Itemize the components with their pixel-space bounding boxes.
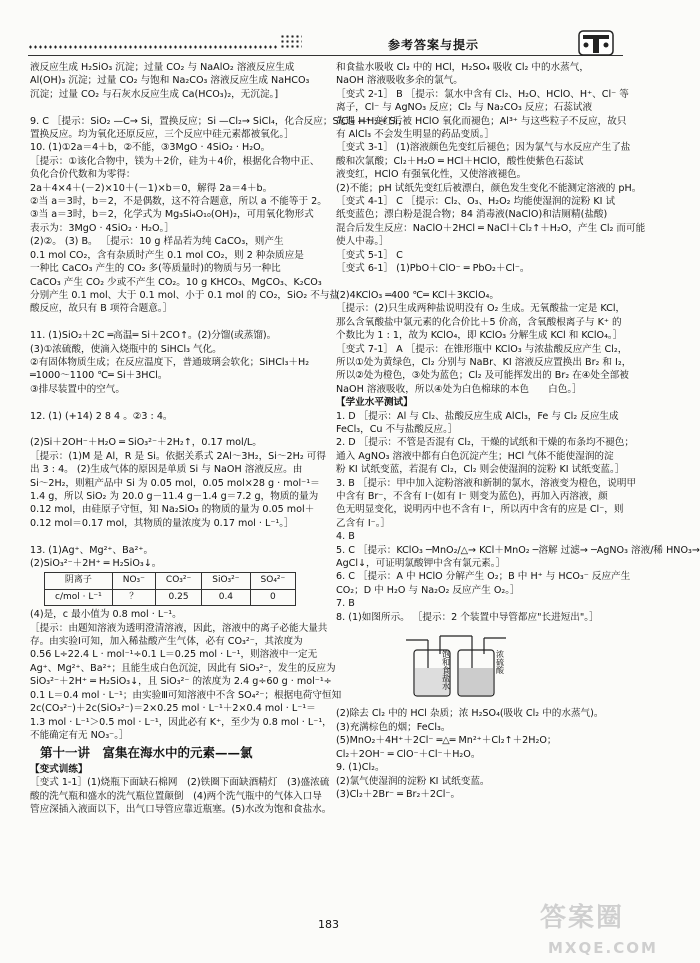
answer-line: 0.1 L＝0.4 mol · L⁻¹；由实验Ⅲ可知溶液中不含 SO₄²⁻；根据电荷守恒知	[30, 689, 342, 701]
answer-line: 混合后发生反应：NaClO＋2HCl ═ NaCl＋Cl₂↑＋H₂O，产生 Cl₂ 而可能	[336, 222, 646, 234]
answer-line: 9. C ［提示：SiO₂ —C→ Si，置换反应；Si —Cl₂→ SiCl₄，化合反应；SiCl₄ —H₂→ Si，	[30, 115, 408, 127]
answer-line: ［提示：①该化合物中，镁为＋2价，硅为＋4价，根据化合物中正、	[30, 155, 320, 167]
diagram-label-saturated-brine: 饱和食盐水	[441, 650, 451, 691]
answer-line: 酸反应，故只有 B 项符合题意。］	[30, 303, 173, 315]
answer-line: ［提示：(1)M 是 Al，R 是 Si。依据关系式 2Al～3H₂，Si～2H₂ 可得	[30, 450, 326, 462]
book-logo-icon	[578, 30, 614, 56]
answer-line: 1.3 mol · L⁻¹＞0.5 mol · L⁻¹，因此必有 K⁺，至少为 0.8 mol · L⁻¹，	[30, 716, 332, 728]
answer-line: 3. B ［提示：甲中加入淀粉溶液和新制的氯水，溶液变为橙色，说明甲	[336, 477, 637, 489]
answer-line: 出 3 : 4。 (2)生成气体的原因是单质 Si 与 NaOH 溶液反应。由	[30, 464, 303, 476]
table-header-cell: SO₄²⁻	[250, 573, 296, 589]
answer-line: 0.1 mol CO₂，含有杂质时产生 0.1 mol CO₂，则 2 种杂质应是	[30, 249, 304, 261]
answer-line: 2c(CO₃²⁻)＋2c(SiO₃²⁻)＝2×0.25 mol · L⁻¹＋2×0.4 mol · L⁻¹＝	[30, 703, 316, 715]
answer-line: ［变式 2-1］ B ［提示：氯水中含有 Cl₂、H₂O、HClO、H⁺、Cl⁻ 等	[336, 88, 629, 100]
table-header-row	[45, 573, 296, 589]
answer-line: CaCO₃ 产生 CO₂ 少或不产生 CO₂。10 g KHCO₃、MgCO₃、K₂CO₃	[30, 276, 322, 288]
answer-line	[30, 530, 322, 543]
answer-line: (2)SiO₃²⁻＋2H⁺ ═ H₂SiO₃↓。	[30, 558, 162, 570]
header-dot-ornament	[280, 34, 302, 50]
answer-line: ③当 a＝3时，b＝2，化学式为 Mg₃Si₄O₁₀(OH)₂，可用氧化物形式	[30, 209, 314, 221]
answer-line: 13. (1)Ag⁺、Mg²⁺、Ba²⁺。	[30, 544, 154, 556]
gas-washing-apparatus-diagram	[406, 628, 526, 700]
answer-line: (2)②。 (3) B。 ［提示：10 g 样品若为纯 CaCO₃，则产生	[30, 236, 284, 248]
answer-line: NaOH 溶液吸收多余的氯气。	[336, 75, 463, 87]
answer-line: (2)不能；pH 试纸先变红后被漂白，颜色发生变化不能测定溶液的 pH。	[336, 182, 642, 194]
answer-line: 液变红，HClO 有强氧化性，又使溶液褪色。	[336, 169, 527, 181]
answer-line: ［提示：(2)只生成两种盐说明没有 O₂ 生成。无氧酸盐一定是 KCl，	[336, 303, 626, 315]
answer-line: Ag⁺、Mg²⁺、Ba²⁺；且能生成白色沉淀，因此有 SiO₃²⁻，发生的反应为	[30, 662, 336, 674]
answer-line	[30, 101, 322, 114]
answer-line: 一种比 CaCO₃ 产生的 CO₂ 多(等质量时)的物质与另一种比	[30, 263, 281, 275]
answer-line: ［变式 5-1］ C	[336, 249, 403, 261]
answer-line: AgCl↓，可证明氯酸钾中含有氯元素。］	[336, 558, 506, 570]
answer-line: SiO₃²⁻＋2H⁺ ═ H₂SiO₃↓，且 SiO₃²⁻ 的浓度为 2.4 g÷60 g · mol⁻¹÷	[30, 676, 332, 688]
answer-line: ③排尽装置中的空气。	[30, 383, 125, 395]
answer-line: 不能确定有无 NO₃⁻。］	[30, 729, 129, 741]
answer-line: 存。由实验Ⅰ可知，加入稀盐酸产生气体，必有 CO₃²⁻，其浓度为	[30, 636, 303, 648]
page-number: 183	[318, 918, 339, 931]
answer-line	[30, 396, 322, 409]
table-cell: 0	[250, 589, 296, 605]
table-cell: c/mol · L⁻¹	[45, 589, 113, 605]
left-answers-2	[30, 608, 342, 742]
answer-line: ［变式 7-1］ A ［提示：在锥形瓶中 KClO₃ 与浓盐酸反应产生 Cl₂，	[336, 343, 628, 355]
right-answers-1	[336, 61, 700, 624]
answer-line: 沉淀；过量 CO₂ 与石灰水反应生成 Ca(HCO₃)₂，无沉淀。]	[30, 88, 279, 100]
answer-line: ［变式 4-1］ C ［提示：Cl₂、O₃、H₂O₂ 均能使湿润的淀粉 KI 试	[336, 196, 616, 208]
table-cell: ？	[112, 589, 155, 605]
answer-line: ［变式 1-1］(1)烧瓶下面缺石棉网 (2)铁圈下面缺酒精灯 (3)盛浓硫	[30, 777, 330, 789]
answer-line: 11. (1)SiO₂＋2C ═高温═ Si＋2CO↑。(2)分馏(或蒸馏)。	[30, 330, 277, 342]
answer-line: 酸和次氯酸；Cl₂＋H₂O ═ HCl＋HClO，酸性使紫色石蕊试	[336, 155, 584, 167]
answer-line: 10. (1)①2a＝4＋b，②不能，③3MgO · 4SiO₂ · H₂O。	[30, 142, 271, 154]
answer-line: 液反应生成 H₂SiO₃ 沉淀；过量 CO₂ 与 NaAlO₂ 溶液反应生成	[30, 62, 295, 73]
answer-line: 纸变蓝色；漂白粉是混合物；84 消毒液(NaClO)和洁厕精(盐酸)	[336, 209, 608, 221]
answer-line: 12. (1) (+14) 2 8 4 。②3 : 4。	[30, 410, 173, 422]
answer-line: 2a＋4×4＋(－2)×10＋(－1)×b＝0，解得 2a＝4＋b。	[30, 182, 273, 194]
answer-line: 通入 AgNO₃ 溶液中都有白色沉淀产生；HCl 气体不能使湿润的淀	[336, 450, 614, 462]
answer-line: (5)MnO₂＋4H⁺＋2Cl⁻ ═△═ Mn²⁺＋Cl₂↑＋2H₂O；	[336, 735, 557, 747]
answer-line: ②当 a＝3时，b＝2，不是偶数，这不符合题意，所以 a 不能等于 2。	[30, 196, 327, 208]
answer-line: NaOH 溶液吸收，所以④处为白色棉球的本色 白色。］	[336, 383, 582, 395]
answer-line: ［变式 3-1］ (1)溶液颜色先变红后褪色；因为氯气与水反应产生了盐	[336, 142, 631, 154]
answer-line: (3)Cl₂＋2Br⁻ ═ Br₂＋2Cl⁻。	[336, 788, 461, 800]
answer-line	[30, 423, 322, 436]
answer-line: (2)Si＋2OH⁻＋H₂O ═ SiO₃²⁻＋2H₂↑，0.17 mol/L。	[30, 437, 262, 449]
answer-line: ［变式 6-1］ (1)PbO＋ClO⁻ ═ PbO₂＋Cl⁻。	[336, 263, 530, 275]
table-cell: 0.25	[155, 589, 201, 605]
answer-line: ［提示：由题知溶液为透明澄清溶液，因此，溶液中的离子必能大量共	[30, 622, 328, 634]
answer-line: (4)是，c 最小值为 0.8 mol · L⁻¹。	[30, 609, 182, 621]
answer-line: (2)除去 Cl₂ 中的 HCl 杂质；浓 H₂SO₄(吸收 Cl₂ 中的水蒸气)。	[336, 708, 604, 720]
answer-line: 1.4 g，所以 SiO₂ 为 20.0 g－11.4 g－1.4 g＝7.2 g，物质的量为	[30, 491, 319, 502]
right-column	[336, 61, 700, 801]
answer-line: ═1000～1100 ℃═ Si＋3HCl。	[30, 370, 168, 382]
lecture-heading: 第十一讲 富集在海水中的元素——氯	[40, 745, 253, 761]
answer-line: 4. B	[336, 531, 355, 543]
answer-line: 和食盐水吸收 Cl₂ 中的 HCl，H₂SO₄ 吸收 Cl₂ 中的水蒸气，	[336, 62, 589, 73]
answer-line: 中含有 Br⁻，不含有 I⁻(如有 I⁻ 则变为蓝色)，再加入丙溶液，颜	[336, 491, 608, 502]
table-header-cell: CO₃²⁻	[155, 573, 201, 589]
variant-training-label: 【变式训练】	[30, 763, 88, 775]
answer-line: 粉 KI 试纸变蓝，若混有 Cl₂，Cl₂ 则会使湿润的淀粉 KI 试纸变蓝。］	[336, 464, 625, 476]
table-row	[45, 589, 296, 605]
answer-line: 7. B	[336, 598, 355, 610]
answer-line: 8. (1)如图所示。 ［提示：2 个装置中导管都应"长进短出"。］	[336, 611, 599, 623]
answer-line: FeCl₃，Cu 不与盐酸反应。］	[336, 423, 458, 435]
answer-line: 置换反应。均为氧化还原反应，三个反应中硅元素都被氧化。］	[30, 129, 294, 141]
right-answers-2	[336, 707, 636, 801]
answer-line: 有 AlCl₃ 不会发生明显的药品变质。］	[336, 129, 495, 141]
answer-line: 0.12 mol＝0.17 mol，其物质的量浓度为 0.17 mol · L⁻¹。］	[30, 517, 294, 529]
answer-line: (3)充满棕色的烟；FeCl₃。	[336, 721, 451, 733]
page-header-title: 参考答案与提示	[388, 38, 480, 52]
answer-line: 表示为：3MgO · 4SiO₂ · H₂O。］	[30, 222, 174, 234]
answer-line: 管应深插入液面以下，出气口导管应靠近瓶塞。(5)水改为饱和食盐水。	[30, 803, 332, 815]
answer-line: Si～2H₂，则粗产品中 Si 为 0.05 mol，0.05 mol×28 g · mol⁻¹＝	[30, 477, 320, 489]
ion-concentration-table	[44, 572, 296, 606]
answer-line: 所以②处为橙色，③处为蓝色；Cl₂ 及可能挥发出的 Br₂ 在④处全部被	[336, 370, 629, 382]
table-header-cell: SiO₃²⁻	[202, 573, 250, 589]
answer-line	[30, 316, 322, 329]
header-rule	[28, 55, 623, 56]
answer-line: Cl₂＋2OH⁻ ═ ClO⁻＋Cl⁻＋H₂O。	[336, 748, 481, 760]
answer-line: 那么含氧酸盐中氯元素的化合价比＋5 价高，含氧酸根离子与 K⁺ 的	[336, 316, 622, 328]
answer-line: Al(OH)₃ 沉淀；过量 CO₂ 与饱和 Na₂CO₃ 溶液反应生成 NaHCO₃	[30, 75, 310, 87]
answer-line: (3)①浓硫酸，使滴入烧瓶中的 SiHCl₃ 气化。	[30, 343, 222, 355]
watermark-url: MXQE.COM	[548, 939, 658, 957]
answer-line: 离子，Cl⁻ 与 AgNO₃ 反应；Cl₂ 与 Na₂CO₃ 反应；石蕊试液	[336, 102, 593, 114]
header-dot-rule	[28, 44, 278, 50]
answer-line: 所以①处为黄绿色，Cl₂ 分别与 NaBr、KI 溶液反应置换出 Br₂ 和 I₂，	[336, 356, 632, 368]
answer-line: 先遇 H⁺ 变红后被 HClO 氧化而褪色；Al³⁺ 与这些粒子不反应，故只	[336, 115, 627, 127]
answer-line: 6. C ［提示：A 中 HClO 分解产生 O₂；B 中 H⁺ 与 HCO₃⁻ 反应产生	[336, 571, 631, 583]
answer-line: 分别产生 0.1 mol、大于 0.1 mol、小于 0.1 mol 的 CO₂，SiO₂ 不与盐	[30, 289, 340, 301]
answer-line: CO₂；D 中 H₂O 与 Na₂O₂ 反应产生 O₂。］	[336, 584, 520, 596]
left-answers-3	[30, 776, 332, 816]
table-header-cell: NO₃⁻	[112, 573, 155, 589]
answer-line: 色无明显变化，说明丙中也不含有 I⁻，所以丙中含有的应是 Cl⁻，则	[336, 504, 624, 516]
answer-line: 1. D ［提示：Al 与 Cl₂、盐酸反应生成 AlCl₃，Fe 与 Cl₂ 反应生成	[336, 410, 619, 422]
answer-line	[336, 276, 636, 289]
answer-line: 【学业水平测试】	[336, 397, 413, 409]
answer-line: 5. C ［提示：KClO₃ ─MnO₂/△→ KCl＋MnO₂ ─溶解 过滤→ ─AgNO₃ 溶液/稀 HNO₃→	[336, 544, 700, 556]
answer-line: 2. D ［提示：不管是否混有 Cl₂，干燥的试纸和干燥的布条均不褪色；	[336, 437, 634, 449]
diagram-label-conc-sulfuric-acid: 浓硫酸	[495, 650, 505, 675]
answer-line: 使人中毒。］	[336, 236, 389, 248]
answer-line: 酸的洗气瓶和盛水的洗气瓶位置颠倒 (4)两个洗气瓶中的气体入口导	[30, 790, 322, 802]
answer-line: 9. (1)Cl₂。	[336, 762, 385, 774]
answer-line: (2)氯气使湿润的淀粉 KI 试纸变蓝。	[336, 775, 490, 787]
answer-line: (2)4KClO₃ ═400 ℃═ KCl＋3KClO₄。	[336, 289, 499, 301]
answer-line: 个数比为 1 : 1，故为 KClO₄，即 KClO₃ 分解生成 KCl 和 KClO₄。］	[336, 330, 623, 342]
answer-line: 0.12 mol，由硅原子守恒，知 Na₂SiO₃ 的物质的量为 0.05 mol＋	[30, 504, 315, 516]
watermark-logo: 答案圈	[540, 903, 625, 933]
answer-line: 0.56 L÷22.4 L · mol⁻¹÷0.1 L＝0.25 mol · L⁻¹，则溶液中一定无	[30, 649, 318, 661]
table-cell: 0.4	[202, 589, 250, 605]
answer-line: 乙含有 I⁻。］	[336, 517, 391, 529]
table-header-cell: 阴离子	[45, 573, 113, 589]
answer-line: ②有固体物质生成；在反应温度下，普通玻璃会软化；SiHCl₃＋H₂	[30, 356, 310, 368]
answer-line: 负化合价代数和为零得：	[30, 169, 136, 181]
